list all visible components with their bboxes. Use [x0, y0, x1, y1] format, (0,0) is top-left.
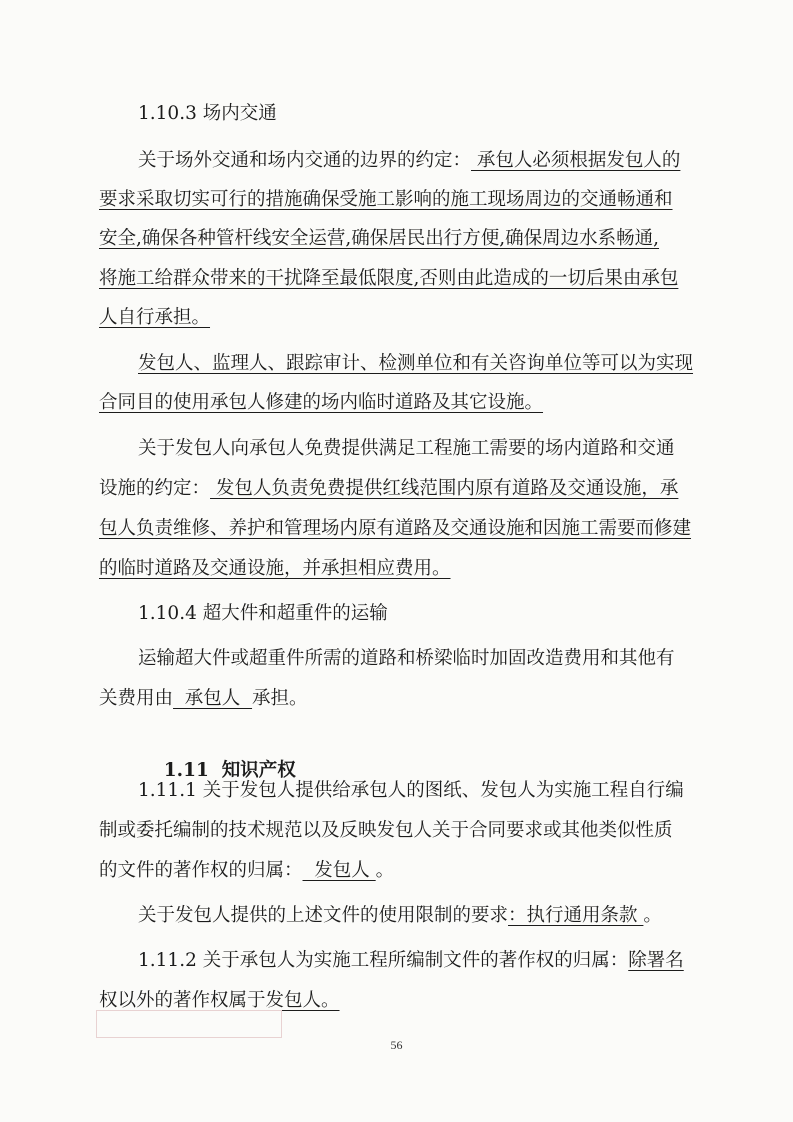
- paragraph-line: [99, 476, 793, 502]
- clause-label: 关于场外交通和场内交通的边界的约定：: [138, 150, 472, 171]
- paragraph-line: [99, 390, 793, 416]
- filled-value: 包人负责维修、养护和管理场内原有道路及交通设施和因施工需要而修建: [99, 518, 692, 539]
- clause-text: 关于发包人向承包人免费提供满足工程施工需要的场内道路和交通: [138, 438, 675, 459]
- clause-text: 。: [643, 905, 662, 926]
- paragraph-line: [99, 266, 793, 292]
- filled-value: 发包人、监理人、跟踪审计、检测单位和有关咨询单位等可以为实现: [138, 353, 694, 374]
- filled-value: 发包人: [302, 860, 376, 881]
- clause-text: 制或委托编制的技术规范以及反映发包人关于合同要求或其他类似性质: [99, 820, 673, 841]
- clause-text: 运输超大件或超重件所需的道路和桥梁临时加固改造费用和其他有: [138, 648, 675, 669]
- paragraph-line: [138, 778, 793, 804]
- paragraph-line: [138, 436, 793, 462]
- filled-value: 人自行承担。: [99, 307, 211, 328]
- filled-value: 将施工给群众带来的干扰降至最低限度,否则由此造成的一切后果由承包: [99, 268, 679, 289]
- clause-text: 承担。: [252, 688, 308, 709]
- clause-label: 关于发包人提供的上述文件的使用限制的要求: [138, 905, 509, 926]
- paragraph-line: [99, 818, 793, 844]
- paragraph-line: [99, 556, 793, 582]
- filled-value: 的临时道路及交通设施，并承担相应费用。: [99, 558, 451, 579]
- clause-text: 。: [375, 860, 395, 881]
- heading-text: 1.10.4 超大件和超重件的运输: [138, 603, 388, 624]
- section-heading-1-10-3: [138, 101, 793, 127]
- clause-text: 1.11.1 关于发包人提供给承包人的图纸、发包人为实施工程自行编: [138, 780, 684, 801]
- paragraph-line: [99, 516, 793, 542]
- filled-value: 发包人负责免费提供红线范围内原有道路及交通设施，承: [210, 478, 679, 499]
- paragraph-line: [99, 686, 793, 712]
- heading-text: 1.11 知识产权: [163, 760, 296, 781]
- section-heading-1-10-4: [138, 601, 793, 627]
- paragraph-line: [99, 305, 793, 331]
- filled-value: 除署名: [628, 950, 684, 971]
- filled-value: 安全,确保各种管杆线安全运营,确保居民出行方便,确保周边水系畅通,: [99, 228, 660, 249]
- paragraph-line: [138, 148, 793, 174]
- filled-value: 合同目的使用承包人修建的场内临时道路及其它设施。: [99, 392, 544, 413]
- paragraph-line: [99, 187, 793, 213]
- filled-value: 承包人必须根据发包人的: [471, 150, 681, 171]
- clause-label: 的文件的著作权的归属：: [99, 860, 303, 881]
- clause-label: 设施的约定：: [99, 478, 211, 499]
- heading-text: 1.10.3 场内交通: [138, 103, 277, 124]
- paragraph-line: [99, 226, 793, 252]
- page-number: 56: [390, 1038, 403, 1052]
- clause-label: 关费用由: [99, 688, 174, 709]
- faint-stamp-box: [96, 1010, 282, 1038]
- filled-value: ：执行通用条款: [508, 905, 644, 926]
- filled-value: 权以外的著作权属于发包人。: [99, 990, 340, 1011]
- paragraph-line: [138, 903, 793, 929]
- paragraph-line: [138, 948, 793, 974]
- paragraph-line: [138, 351, 793, 377]
- clause-label: 1.11.2 关于承包人为实施工程所编制文件的著作权的归属：: [138, 950, 629, 971]
- filled-value: 要求采取切实可行的措施确保受施工影响的施工现场周边的交通畅通和: [99, 189, 673, 210]
- paragraph-line: [138, 646, 793, 672]
- filled-value: 承包人: [173, 688, 253, 709]
- paragraph-line: [99, 858, 793, 884]
